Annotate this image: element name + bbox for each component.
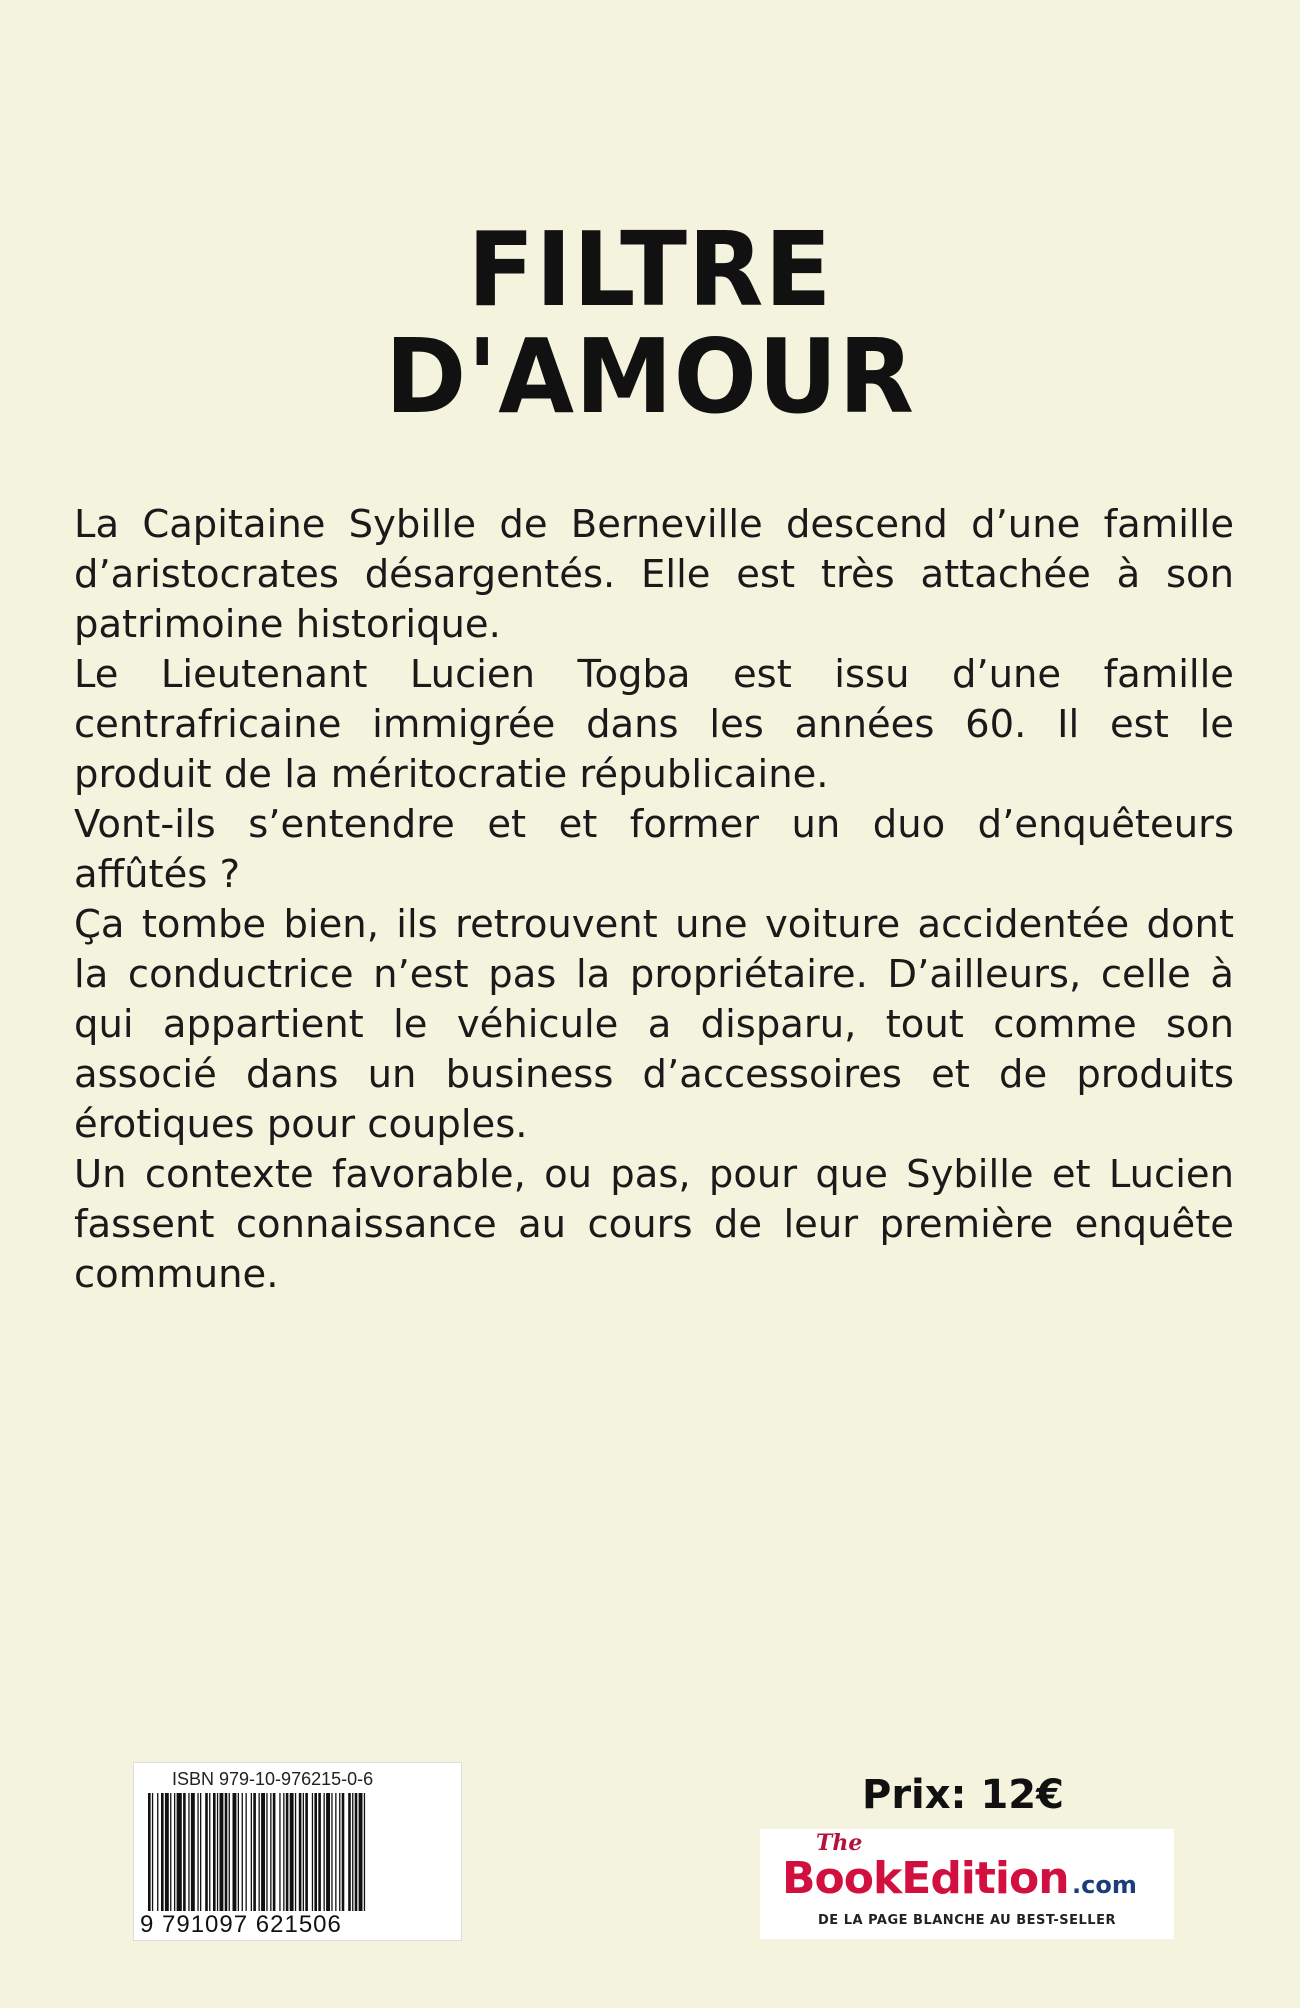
barcode-bar	[355, 1793, 358, 1911]
barcode-bar	[165, 1793, 169, 1911]
barcode-bar	[266, 1793, 267, 1911]
barcode-bar	[335, 1793, 336, 1911]
barcode-bar	[148, 1793, 151, 1911]
barcode-bar	[233, 1793, 237, 1911]
barcode-bar	[238, 1793, 239, 1911]
barcode-bar	[324, 1793, 325, 1911]
barcode-bar	[273, 1793, 276, 1911]
barcode-bar	[177, 1793, 182, 1911]
barcode-bar	[191, 1793, 195, 1911]
back-cover-blurb	[74, 500, 1234, 1300]
barcode-bar	[286, 1793, 289, 1911]
barcode-bar	[283, 1793, 284, 1911]
barcode-bar	[331, 1793, 332, 1911]
barcode-bar	[246, 1793, 247, 1911]
barcode-digits: 9 791097 621506	[140, 1911, 342, 1938]
blurb-paragraph: Vont-ils s’entendre et et former un duo d’enquêteurs affûtés ?	[74, 802, 1234, 897]
barcode-bar	[209, 1793, 210, 1911]
barcode-bar	[251, 1793, 252, 1911]
barcode-bar	[279, 1793, 280, 1911]
blurb-paragraph: Un contexte favorable, ou pas, pour que Sybille et Lucien fassent connaissance au cours de leur première enquête commune.	[74, 1152, 1234, 1297]
barcode-bar	[299, 1793, 302, 1911]
barcode-bar	[312, 1793, 313, 1911]
price-label: Prix: 12€	[862, 1772, 1064, 1818]
barcode-bar	[352, 1793, 353, 1911]
barcode-bar	[261, 1793, 265, 1911]
barcode-bar	[295, 1793, 296, 1911]
blurb-paragraph: La Capitaine Sybille de Berneville descend d’une famille d’aristocrates désargentés. Elle est très attachée à son patrimoine historique.	[74, 502, 1234, 647]
barcode-bar	[253, 1793, 256, 1911]
barcode-bar	[259, 1793, 260, 1911]
barcode-bar	[305, 1793, 308, 1911]
logo-brand: BookEdition	[782, 1853, 1069, 1904]
barcode-bar	[314, 1793, 317, 1911]
logo-tagline: DE LA PAGE BLANCHE AU BEST-SELLER	[818, 1913, 1116, 1928]
barcode-bar	[290, 1793, 294, 1911]
blurb-paragraph: Le Lieutenant Lucien Togba est issu d’une famille centrafricaine immigrée dans les années 60. Il est le produit de la méritocratie républicaine.	[74, 652, 1234, 797]
barcode-bar	[359, 1793, 363, 1911]
isbn-barcode	[133, 1762, 462, 1941]
barcode-bar	[161, 1793, 164, 1911]
barcode-bar	[364, 1793, 365, 1911]
title-line-2: D'AMOUR	[384, 317, 916, 438]
book-title	[0, 210, 1300, 438]
barcode-bar	[183, 1793, 186, 1911]
barcode-bar	[318, 1793, 321, 1911]
blurb-paragraph: Ça tombe bien, ils retrouvent une voiture accidentée dont la conductrice n’est pas la propriétaire. D’ailleurs, celle à qui appartient le véhicule a disparu, tout comme son associé dans un business d’accessoires et de produits érotiques pour couples.	[74, 902, 1234, 1147]
barcode-bar	[342, 1793, 345, 1911]
barcode-bar	[200, 1793, 201, 1911]
barcode-bar	[197, 1793, 198, 1911]
barcode-bar	[339, 1793, 340, 1911]
title-line-1: FILTRE	[467, 210, 833, 331]
logo-the: The	[816, 1830, 863, 1856]
barcode-bar	[174, 1793, 175, 1911]
barcode-bar	[229, 1793, 230, 1911]
barcode-bar	[205, 1793, 208, 1911]
barcode-bar	[220, 1793, 224, 1911]
barcode-bar	[213, 1793, 216, 1911]
publisher-logo	[760, 1829, 1174, 1939]
barcode-bars	[144, 1793, 451, 1911]
logo-com: .com	[1072, 1871, 1137, 1899]
barcode-bar	[170, 1793, 171, 1911]
barcode-bar	[270, 1793, 271, 1911]
barcode-bar	[225, 1793, 228, 1911]
barcode-bar	[188, 1793, 189, 1911]
isbn-label: ISBN 979-10-976215-0-6	[172, 1769, 374, 1789]
barcode-bar	[303, 1793, 304, 1911]
barcode-bar	[157, 1793, 158, 1911]
barcode-bar	[152, 1793, 153, 1911]
barcode-bar	[242, 1793, 243, 1911]
barcode-bar	[217, 1793, 218, 1911]
barcode-bar	[348, 1793, 351, 1911]
barcode-bar	[326, 1793, 330, 1911]
